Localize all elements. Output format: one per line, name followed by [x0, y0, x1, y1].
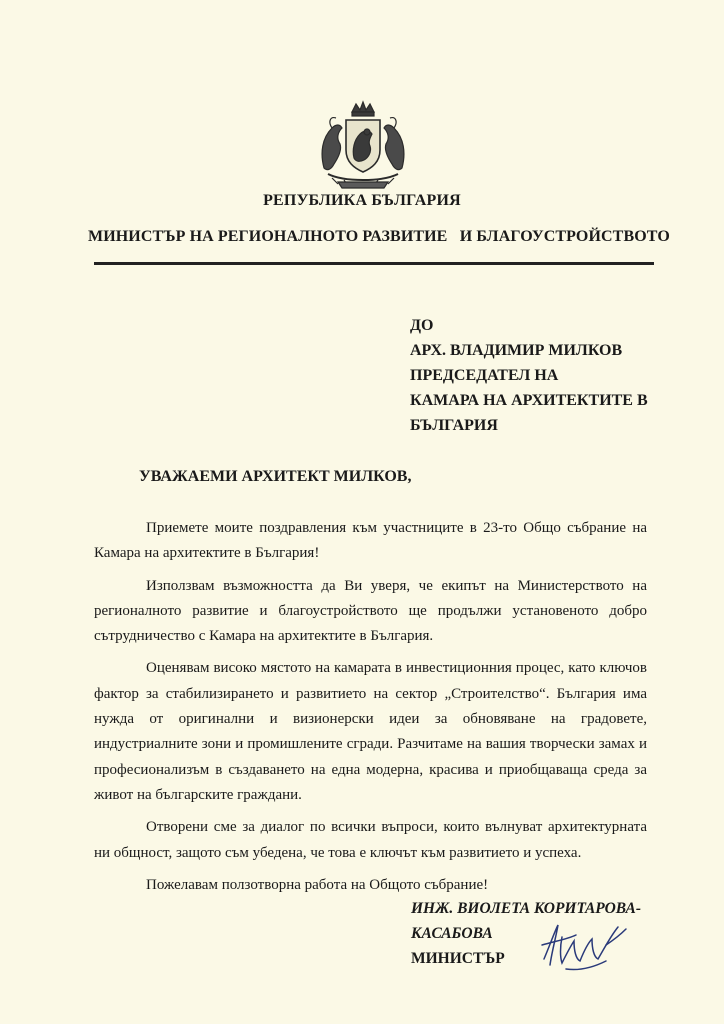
- body-paragraph: Приемете моите поздравления към участниците в 23-то Общо събрание на Камара на архитектите в България!: [94, 520, 647, 562]
- body-paragraph: Отворени сме за диалог по всички въпроси, които вълнуват архитектурната ни общност, защото съм убедена, че това е ключът към развитието и успеха.: [94, 819, 647, 861]
- recipient-name: АРХ. ВЛАДИМИР МИЛКОВ: [410, 342, 623, 359]
- handwritten-signature-icon: [536, 915, 632, 977]
- salutation: УВАЖАЕМИ АРХИТЕКТ МИЛКОВ,: [139, 468, 412, 485]
- body-paragraph: Пожелавам ползотворна работа на Общото събрание!: [146, 876, 489, 893]
- body-paragraph: Използвам възможността да Ви уверя, че екипът на Министерството на регионалното развитие и благоустройството ще продължи установеното добро сътрудничество с Камара на архитектите в България.: [94, 577, 647, 645]
- recipient-position: ПРЕДСЕДАТЕЛ НА: [410, 367, 559, 384]
- recipient-to: ДО: [410, 317, 434, 334]
- ministry-title: МИНИСТЪР НА РЕГИОНАЛНОТО РАЗВИТИЕ И БЛАГОУСТРОЙСТВОТО: [88, 228, 670, 245]
- recipient-block: [410, 313, 648, 438]
- body-paragraph: Оценявам високо мястото на камарата в инвестиционния процес, като ключов фактор за стабилизирането и развитието на сектор „Строителство“. България има нужда от оригинални и визионерски идеи за обновяване на градовете, индустриалните зони и промишлените сгради. Разчитаме на вашия творчески замах и професионализъм в създаването на една модерна, красива и приобщаваща среда за живот на българските граждани.: [94, 660, 647, 803]
- republic-title: РЕПУБЛИКА БЪЛГАРИЯ: [263, 192, 461, 209]
- header-divider: [94, 262, 654, 265]
- recipient-organization: КАМАРА НА АРХИТЕКТИТЕ В: [410, 392, 648, 409]
- recipient-country: БЪЛГАРИЯ: [410, 417, 498, 434]
- signatory-role: МИНИСТЪР: [411, 950, 505, 967]
- signatory-name-line1: ИНЖ. ВИОЛЕТА КОРИТАРОВА-: [411, 900, 642, 917]
- letter-body: [94, 516, 647, 905]
- coat-of-arms-icon: [314, 98, 412, 192]
- signatory-name-line2: КАСАБОВА: [411, 925, 493, 942]
